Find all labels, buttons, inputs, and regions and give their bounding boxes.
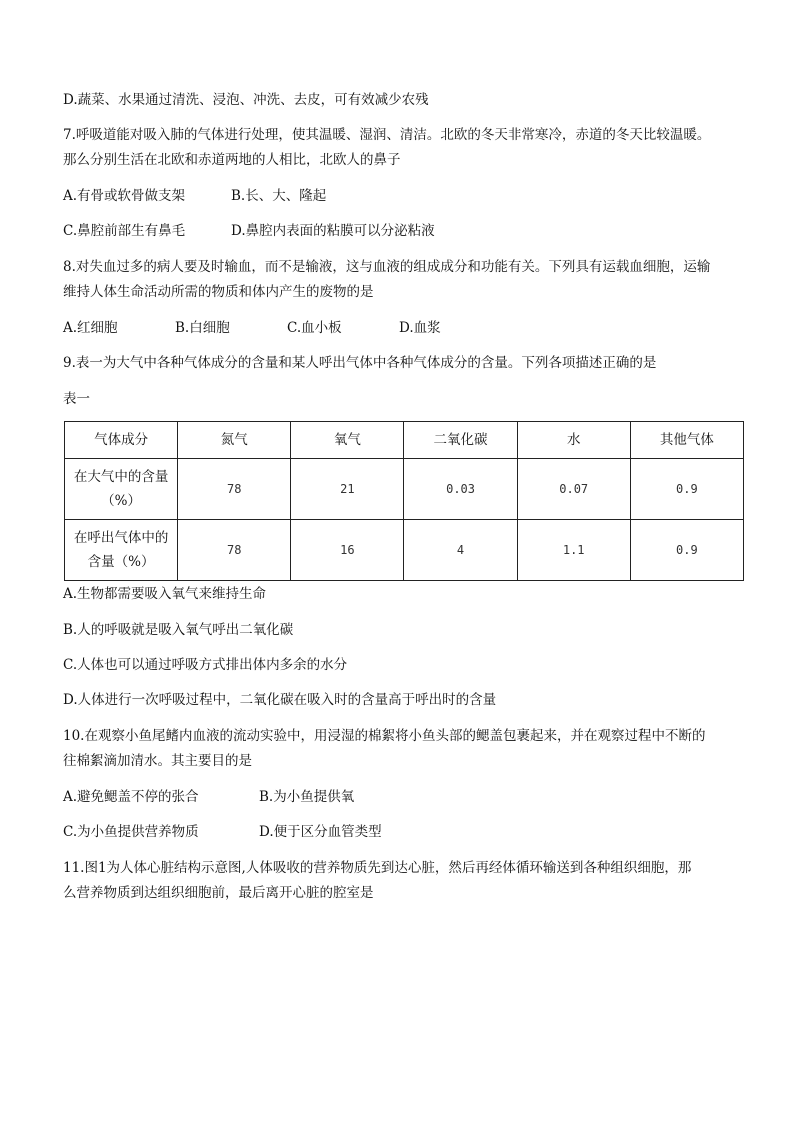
table-caption: 表一 — [63, 391, 90, 407]
row-label-line1: 在呼出气体中的 — [73, 530, 169, 546]
table-header-row — [65, 422, 744, 459]
table-header-cell: 氧气 — [291, 422, 404, 459]
q8-option-d: D.血浆 — [399, 320, 441, 336]
q9-option-a: A.生物都需要吸入氧气来维持生命 — [63, 586, 267, 602]
q8-option-b: B.白细胞 — [175, 320, 230, 336]
table-cell: 0.07 — [517, 459, 630, 520]
q7-option-a: A.有骨或软骨做支架 — [63, 188, 186, 204]
q6-option-d: D.蔬菜、水果通过清洗、浸泡、冲洗、去皮，可有效减少农残 — [63, 92, 429, 108]
q7-option-d: D.鼻腔内表面的粘膜可以分泌粘液 — [231, 223, 435, 239]
q10-stem-line2: 往棉絮滴加清水。其主要目的是 — [63, 753, 252, 769]
gas-composition-table — [64, 421, 744, 581]
q9-option-c: C.人体也可以通过呼吸方式排出体内多余的水分 — [63, 657, 348, 673]
q7-option-c: C.鼻腔前部生有鼻毛 — [63, 223, 186, 239]
table-header-cell: 气体成分 — [65, 422, 178, 459]
table-cell: 78 — [178, 459, 291, 520]
table-cell: 16 — [291, 520, 404, 581]
q8-stem-line1: 8.对失血过多的病人要及时输血，而不是输液，这与血液的组成成分和功能有关。下列具有运载血细胞，运输 — [63, 259, 711, 275]
q8-stem-line2: 维持人体生命活动所需的物质和体内产生的废物的是 — [63, 284, 374, 300]
q7-option-b: B.长、大、隆起 — [231, 188, 327, 204]
q10-option-d: D.便于区分血管类型 — [259, 824, 382, 840]
table-header-cell: 其他气体 — [630, 422, 743, 459]
row-label-cell — [65, 459, 178, 520]
q7-stem-line1: 7.呼吸道能对吸入肺的气体进行处理，使其温暖、湿润、清洁。北欧的冬天非常寒冷，赤道的冬天比较温暖。 — [63, 127, 711, 143]
table-cell: 1.1 — [517, 520, 630, 581]
q9-option-b: B.人的呼吸就是吸入氧气呼出二氧化碳 — [63, 622, 294, 638]
table-cell: 21 — [291, 459, 404, 520]
row-label-line2: （%） — [101, 493, 141, 509]
q11-stem-line1: 11.图1为人体心脏结构示意图,人体吸收的营养物质先到达心脏，然后再经体循环输送到各种组织细胞，那 — [63, 860, 692, 876]
row-label-line1: 在大气中的含量 — [73, 469, 169, 485]
table-header-cell: 水 — [517, 422, 630, 459]
table-header-cell: 二氧化碳 — [404, 422, 517, 459]
q8-option-c: C.血小板 — [287, 320, 342, 336]
q10-option-c: C.为小鱼提供营养物质 — [63, 824, 199, 840]
table-cell: 0.9 — [630, 459, 743, 520]
q7-stem-line2: 那么分别生活在北欧和赤道两地的人相比，北欧人的鼻子 — [63, 152, 401, 168]
row-label-line2: 含量（%） — [87, 554, 155, 570]
table-header-cell: 氮气 — [178, 422, 291, 459]
table-row — [65, 520, 744, 581]
q10-option-a: A.避免鳃盖不停的张合 — [63, 789, 199, 805]
row-label-cell — [65, 520, 178, 581]
table-cell: 0.03 — [404, 459, 517, 520]
q10-option-b: B.为小鱼提供氧 — [259, 789, 355, 805]
q9-stem: 9.表一为大气中各种气体成分的含量和某人呼出气体中各种气体成分的含量。下列各项描述正确的是 — [63, 355, 657, 371]
table-row — [65, 459, 744, 520]
q8-option-a: A.红细胞 — [63, 320, 118, 336]
q10-stem-line1: 10.在观察小鱼尾鳍内血液的流动实验中，用浸湿的棉絮将小鱼头部的鳃盖包裹起来，并在观察过程中不断的 — [63, 728, 706, 744]
q9-option-d: D.人体进行一次呼吸过程中，二氧化碳在吸入时的含量高于呼出时的含量 — [63, 692, 497, 708]
table-cell: 78 — [178, 520, 291, 581]
table-cell: 0.9 — [630, 520, 743, 581]
table-cell: 4 — [404, 520, 517, 581]
q11-stem-line2: 么营养物质到达组织细胞前，最后离开心脏的腔室是 — [63, 885, 374, 901]
